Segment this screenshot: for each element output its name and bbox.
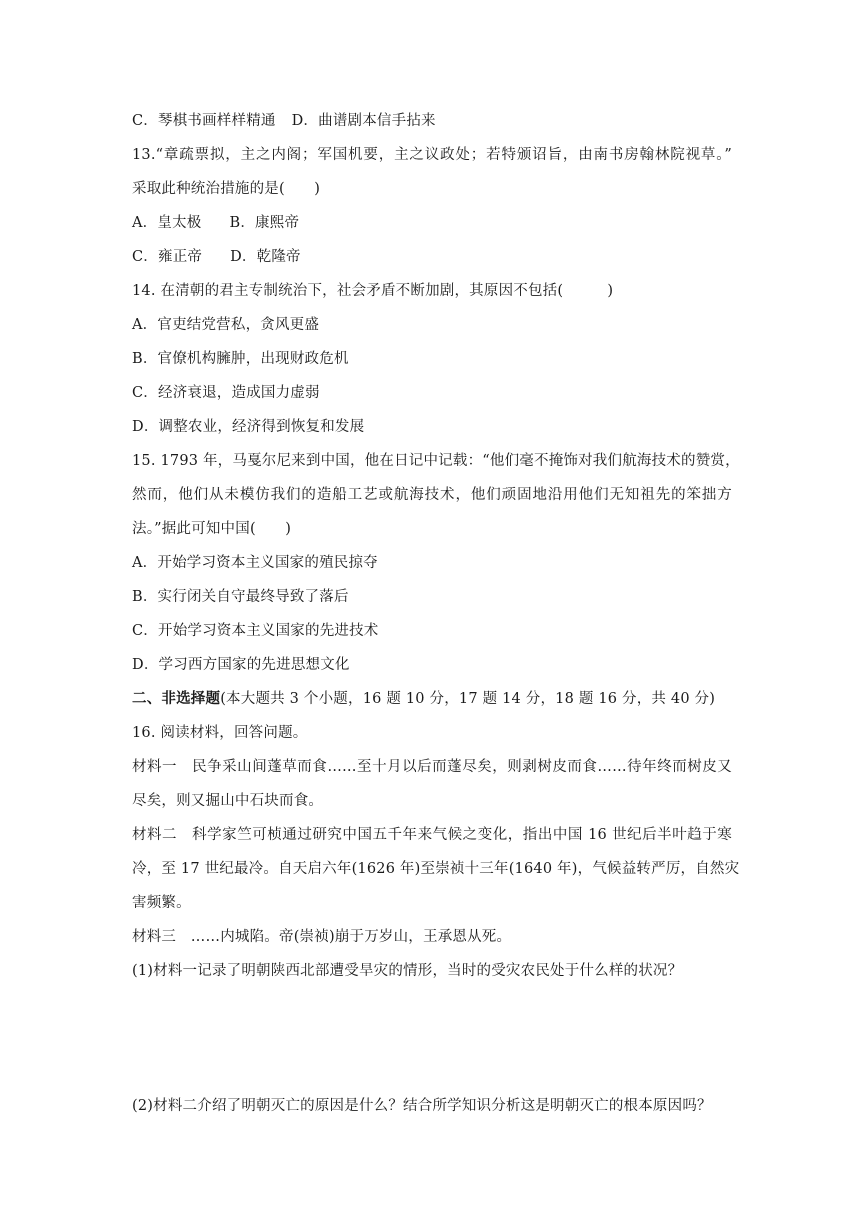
q14-option-b: B．官僚机构臃肿，出现财政危机 xyxy=(132,351,349,367)
q16-material2-line3: 害频繁。 xyxy=(132,895,191,911)
q16-material2-line2: 冷，至 17 世纪最冷。自天启六年(1626 年)至崇祯十三年(1640 年)，气候益转严厉，自然灾 xyxy=(132,861,740,877)
q15-option-b: B．实行闭关自守最终导致了落后 xyxy=(132,589,349,605)
q16-stem: 16. 阅读材料，回答问题。 xyxy=(132,725,308,741)
q15-stem-line3: 法。”据此可知中国( ) xyxy=(132,521,292,537)
q12-options-cd xyxy=(132,111,732,131)
q15-stem-line1: 15. 1793 年，马戛尔尼来到中国，他在日记中记载：“他们毫不掩饰对我们航海技术的赞赏， xyxy=(132,453,740,469)
q13-option-b: B．康熙帝 xyxy=(229,215,300,231)
q15-option-d: D．学习西方国家的先进思想文化 xyxy=(132,657,350,673)
q16-material2-line1: 材料二 科学家竺可桢通过研究中国五千年来气候之变化，指出中国 16 世纪后半叶趋于寒 xyxy=(132,827,732,843)
section2-title: 二、非选择题 xyxy=(132,690,221,707)
q16-material1-line2: 尽矣，则又掘山中石块而食。 xyxy=(132,793,324,809)
q13-options-ab xyxy=(132,213,732,233)
q16-material1-line1: 材料一 民争采山间蓬草而食……至十月以后而蓬尽矣，则剥树皮而食……待年终而树皮又 xyxy=(132,759,732,775)
section2-heading xyxy=(132,689,732,709)
q13-option-c: C．雍正帝 xyxy=(132,249,203,265)
q12-option-c: C．琴棋书画样样精通 xyxy=(132,113,276,129)
q16-material3: 材料三 ……内城陷。帝(崇祯)崩于万岁山，王承恩从死。 xyxy=(132,929,512,945)
q13-option-d: D．乾隆帝 xyxy=(230,249,301,265)
q14-option-c: C．经济衰退，造成国力虚弱 xyxy=(132,385,320,401)
q13-stem-line1: 13.“章疏票拟，主之内阁；军国机要，主之议政处；若特颁诏旨，由南书房翰林院视草。” xyxy=(132,147,732,163)
q14-option-d: D．调整农业，经济得到恢复和发展 xyxy=(132,419,365,435)
q13-stem-line2: 采取此种统治措施的是( ) xyxy=(132,181,321,197)
q15-option-a: A．开始学习资本主义国家的殖民掠夺 xyxy=(132,555,378,571)
q15-option-c: C．开始学习资本主义国家的先进技术 xyxy=(132,623,379,639)
q16-subquestion-1: (1)材料一记录了明朝陕西北部遭受旱灾的情形，当时的受灾农民处于什么样的状况？ xyxy=(132,963,683,979)
q12-option-d: D．曲谱剧本信手拈来 xyxy=(291,113,436,129)
q16-subquestion-2: (2)材料二介绍了明朝灭亡的原因是什么？结合所学知识分析这是明朝灭亡的根本原因吗？ xyxy=(132,1098,712,1114)
q14-option-a: A．官吏结党营私，贪风更盛 xyxy=(132,317,320,333)
q13-options-cd xyxy=(132,247,732,267)
q14-stem: 14. 在清朝的君主专制统治下，社会矛盾不断加剧，其原因不包括( ) xyxy=(132,283,614,299)
q15-stem-line2: 然而，他们从未模仿我们的造船工艺或航海技术，他们顽固地沿用他们无知祖先的笨拙方 xyxy=(132,487,732,503)
q13-option-a: A．皇太极 xyxy=(132,215,202,231)
section2-note: (本大题共 3 个小题，16 题 10 分，17 题 14 分，18 题 16 分，共 40 分) xyxy=(220,691,716,707)
